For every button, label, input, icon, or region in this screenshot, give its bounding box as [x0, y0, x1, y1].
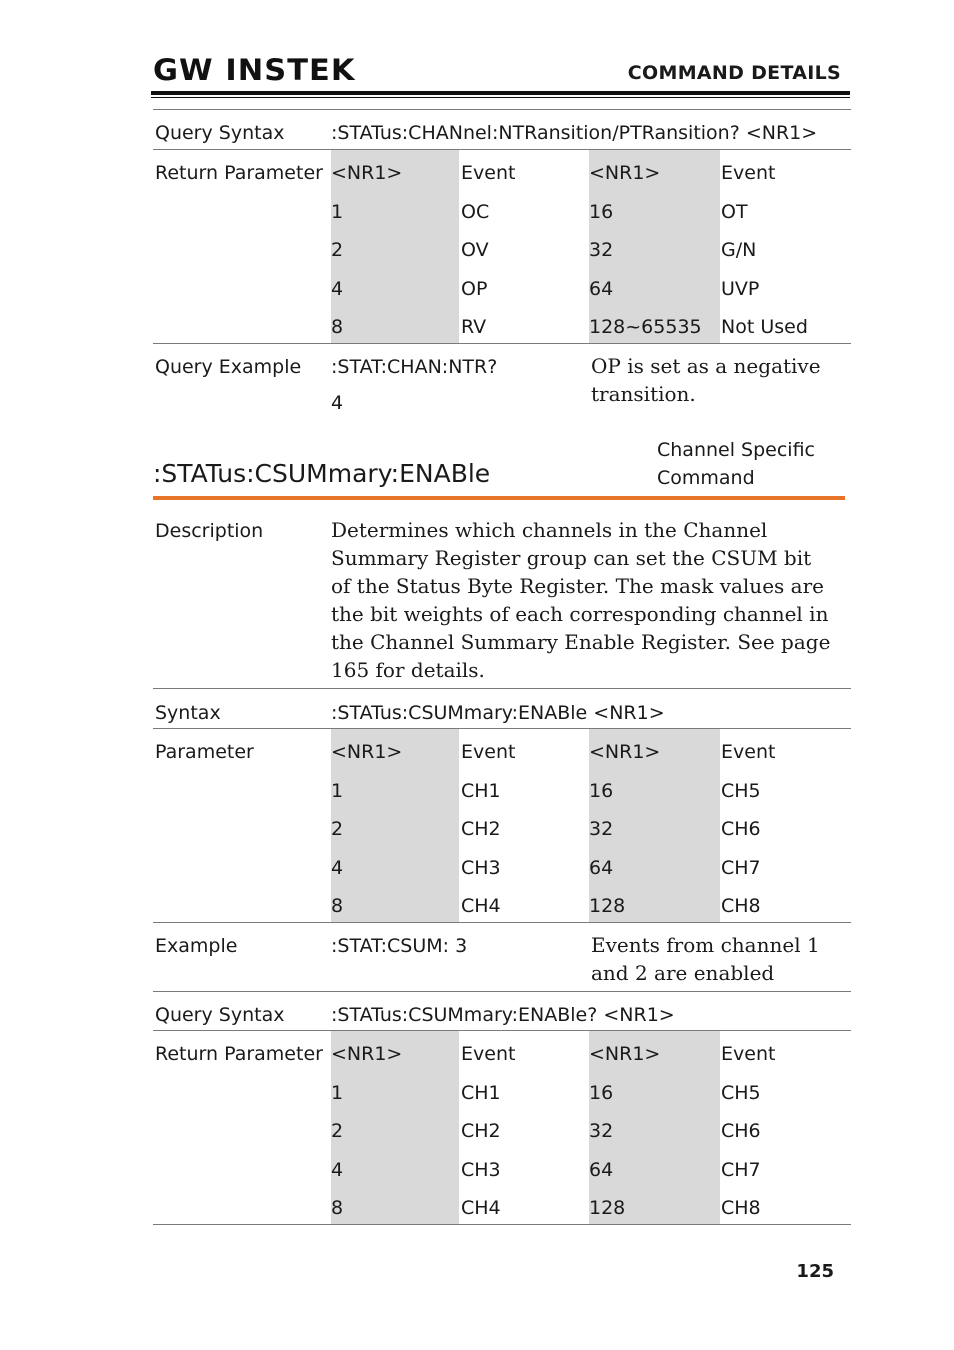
- syntax-value: :STATus:CSUMmary:ENABle <NR1>: [331, 702, 665, 724]
- table-cell: 128: [589, 1197, 626, 1219]
- table-header-cell: Event: [721, 162, 776, 184]
- table-cell: OC: [461, 200, 490, 223]
- example-label: Example: [155, 935, 238, 957]
- command-title: :STATus:CSUMmary:ENABle: [153, 459, 491, 488]
- table-cell: 2: [331, 818, 344, 840]
- table-cell: RV: [461, 316, 487, 338]
- divider: [153, 1030, 851, 1031]
- gw-instek-logo: GW INSTEK: [153, 53, 356, 87]
- table-header-cell: <NR1>: [331, 741, 403, 763]
- table-cell: CH5: [721, 779, 761, 802]
- query-syntax-label: Query Syntax: [155, 1004, 285, 1026]
- table-cell: 16: [589, 779, 614, 802]
- command-scope: Channel Specific Command: [657, 439, 815, 489]
- section-header: COMMAND DETAILS: [627, 62, 841, 84]
- table-cell: 1: [331, 200, 344, 223]
- table-header-cell: Event: [461, 1043, 516, 1065]
- table-cell: CH6: [721, 818, 761, 840]
- query-syntax-label: Query Syntax: [155, 122, 285, 144]
- table-cell: 64: [589, 277, 614, 300]
- table-cell: OT: [721, 200, 748, 223]
- table-cell: CH4: [461, 1197, 501, 1219]
- divider: [153, 1224, 851, 1225]
- table-header-cell: <NR1>: [589, 162, 661, 184]
- page-number: 125: [796, 1261, 834, 1282]
- table-cell: G/N: [721, 239, 757, 261]
- table-header-cell: Event: [721, 741, 776, 763]
- table-cell: 16: [589, 1081, 614, 1104]
- query-syntax-value: :STATus:CSUMmary:ENABle? <NR1>: [331, 1004, 675, 1026]
- table-cell: CH6: [721, 1120, 761, 1142]
- query-example-label: Query Example: [155, 356, 302, 378]
- table-cell: 8: [331, 895, 344, 917]
- divider: [153, 728, 851, 729]
- return-parameter-label: Return Parameter: [155, 1043, 323, 1065]
- table-cell: 16: [589, 200, 614, 223]
- table-header-cell: <NR1>: [331, 162, 403, 184]
- table-cell: UVP: [721, 277, 760, 300]
- parameter-label: Parameter: [155, 741, 254, 763]
- table-cell: CH3: [461, 856, 501, 879]
- table-cell: CH8: [721, 1197, 761, 1219]
- header-rule: [151, 91, 850, 95]
- table-header-cell: Event: [461, 162, 516, 184]
- table-cell: Not Used: [721, 316, 808, 338]
- table-cell: 8: [331, 1197, 344, 1219]
- description-label: Description: [155, 520, 264, 542]
- table-cell: 4: [331, 856, 344, 879]
- table-cell: OV: [461, 239, 489, 261]
- table-cell: OP: [461, 277, 488, 300]
- table-cell: CH7: [721, 856, 761, 879]
- table-cell: 1: [331, 1081, 344, 1104]
- table-cell: CH8: [721, 895, 761, 917]
- divider: [153, 688, 851, 689]
- table-cell: CH2: [461, 818, 501, 840]
- example-command: :STAT:CSUM: 3: [331, 935, 468, 957]
- table-cell: 2: [331, 239, 344, 261]
- title-underline: [153, 496, 845, 500]
- table-cell: 8: [331, 316, 344, 338]
- table-cell: 32: [589, 239, 614, 261]
- divider: [153, 991, 851, 992]
- table-cell: CH3: [461, 1158, 501, 1181]
- table-cell: CH1: [461, 779, 501, 802]
- query-example-command: :STAT:CHAN:NTR?: [331, 356, 498, 378]
- description-text: Determines which channels in the Channel Summary Register group can set the CSUM bit of the Status Byte Register. The mask values are the bit weights of each corresponding channel in the Channel Summary Enable Register. See page 165 for details.: [331, 518, 831, 682]
- table-header-cell: <NR1>: [589, 741, 661, 763]
- table-cell: 4: [331, 277, 344, 300]
- query-syntax-value: :STATus:CHANnel:NTRansition/PTRansition? <NR1>: [331, 122, 818, 144]
- table-header-cell: <NR1>: [331, 1043, 403, 1065]
- table-header-cell: Event: [721, 1043, 776, 1065]
- table-cell: 4: [331, 1158, 344, 1181]
- query-example-value: 4: [331, 392, 344, 414]
- table-header-cell: Event: [461, 741, 516, 763]
- divider: [153, 149, 851, 150]
- table-cell: 2: [331, 1120, 344, 1142]
- syntax-label: Syntax: [155, 702, 221, 724]
- table-cell: 32: [589, 1120, 614, 1142]
- table-cell: CH7: [721, 1158, 761, 1181]
- query-example-description: OP is set as a negative transition.: [591, 354, 821, 406]
- header-rule-thin: [151, 97, 850, 98]
- table-cell: CH2: [461, 1120, 501, 1142]
- table-cell: 1: [331, 779, 344, 802]
- table-cell: CH4: [461, 895, 501, 917]
- divider: [153, 343, 851, 344]
- table-header-cell: <NR1>: [589, 1043, 661, 1065]
- table-cell: CH5: [721, 1081, 761, 1104]
- table-cell: 64: [589, 1158, 614, 1181]
- table-cell: 64: [589, 856, 614, 879]
- table-cell: 32: [589, 818, 614, 840]
- divider: [153, 922, 851, 923]
- table-cell: 128: [589, 895, 626, 917]
- return-parameter-label: Return Parameter: [155, 162, 323, 184]
- table-cell: CH1: [461, 1081, 501, 1104]
- table-cell: 128~65535: [589, 316, 702, 338]
- divider: [153, 109, 851, 110]
- example-description: Events from channel 1 and 2 are enabled: [591, 933, 820, 985]
